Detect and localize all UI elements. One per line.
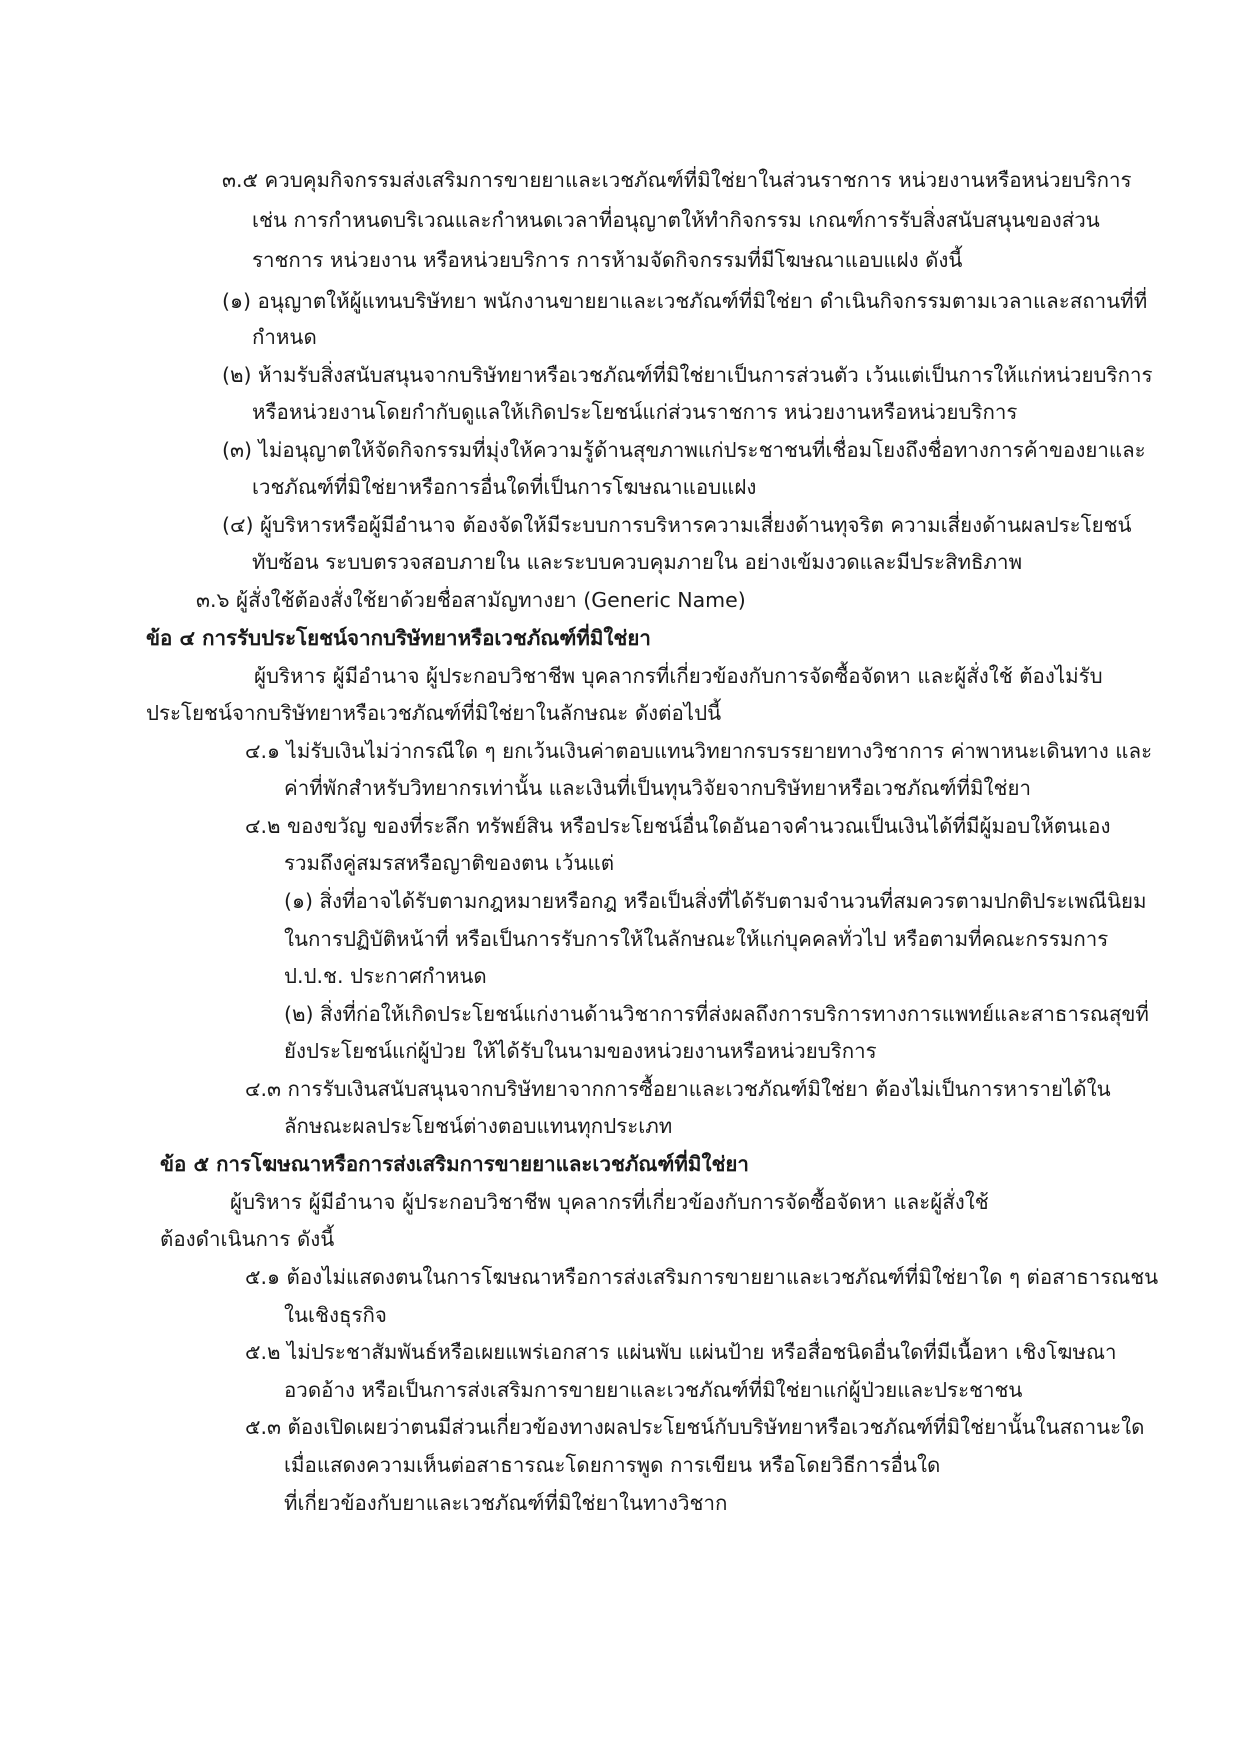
section-5-intro-line-2: ต้องดำเนินการ ดังนี้ bbox=[160, 1227, 335, 1251]
clause-5-3-line-3: ที่เกี่ยวข้องกับยาและเวชภัณฑ์ที่มิใช่ยาในทางวิชาก bbox=[284, 1491, 728, 1515]
item-3-5-1-line-1: (๑) อนุญาตให้ผู้แทนบริษัทยา พนักงานขายยาและเวชภัณฑ์ที่มิใช่ยา ดำเนินกิจกรรมตามเวลาและสถานที่ที่ bbox=[222, 289, 1148, 313]
clause-5-1-line-2: ในเชิงธุรกิจ bbox=[284, 1303, 387, 1327]
item-3-5-3-line-2: เวชภัณฑ์ที่มิใช่ยาหรือการอื่นใดที่เป็นการโฆษณาแอบแฝง bbox=[252, 475, 757, 499]
section-4-intro-line-1: ผู้บริหาร ผู้มีอำนาจ ผู้ประกอบวิชาชีพ บุคลากรที่เกี่ยวข้องกับการจัดซื้อจัดหา และผู้สั่งใช้ ต้องไม่รับ bbox=[254, 664, 1103, 688]
item-4-2-1-line-2: ในการปฏิบัติหน้าที่ หรือเป็นการรับการให้ในลักษณะให้แก่บุคคลทั่วไป หรือตามที่คณะกรรมการ bbox=[284, 927, 1109, 951]
section-5-heading: ข้อ ๕ การโฆษณาหรือการส่งเสริมการขายยาและเวชภัณฑ์ที่มิใช่ยา bbox=[160, 1152, 749, 1176]
clause-3-5-line-2: เช่น การกำหนดบริเวณและกำหนดเวลาที่อนุญาตให้ทำกิจกรรม เกณฑ์การรับสิ่งสนับสนุนของส่วน bbox=[252, 208, 1100, 232]
clause-3-5-line-1: ๓.๕ ควบคุมกิจกรรมส่งเสริมการขายยาและเวชภัณฑ์ที่มิใช่ยาในส่วนราชการ หน่วยงานหรือหน่วยบริการ bbox=[222, 168, 1132, 192]
clause-4-3-line-1: ๔.๓ การรับเงินสนับสนุนจากบริษัทยาจากการซื้อยาและเวชภัณฑ์มิใช่ยา ต้องไม่เป็นการหารายได้ใน bbox=[245, 1077, 1111, 1101]
clause-4-1-line-2: ค่าที่พักสำหรับวิทยากรเท่านั้น และเงินที่เป็นทุนวิจัยจากบริษัทยาหรือเวชภัณฑ์ที่มิใช่ยา bbox=[284, 776, 1031, 800]
item-3-5-1-line-2: กำหนด bbox=[252, 325, 317, 349]
clause-5-3-line-2: เมื่อแสดงความเห็นต่อสาธารณะโดยการพูด การเขียน หรือโดยวิธีการอื่นใด bbox=[284, 1453, 941, 1477]
clause-3-6: ๓.๖ ผู้สั่งใช้ต้องสั่งใช้ยาด้วยชื่อสามัญทางยา (Generic Name) bbox=[196, 588, 746, 612]
clause-5-3-line-1: ๕.๓ ต้องเปิดเผยว่าตนมีส่วนเกี่ยวข้องทางผลประโยชน์กับบริษัทยาหรือเวชภัณฑ์ที่มิใช่ยานั้นในสถานะใด bbox=[245, 1415, 1145, 1439]
item-4-2-2-line-1: (๒) สิ่งที่ก่อให้เกิดประโยชน์แก่งานด้านวิชาการที่ส่งผลถึงการบริการทางการแพทย์และสาธารณสุขที่ bbox=[284, 1002, 1149, 1026]
item-4-2-2-line-2: ยังประโยชน์แก่ผู้ป่วย ให้ได้รับในนามของหน่วยงานหรือหน่วยบริการ bbox=[284, 1039, 877, 1063]
clause-5-1-line-1: ๕.๑ ต้องไม่แสดงตนในการโฆษณาหรือการส่งเสริมการขายยาและเวชภัณฑ์ที่มิใช่ยาใด ๆ ต่อสาธารณชน bbox=[245, 1265, 1159, 1289]
clause-4-1-line-1: ๔.๑ ไม่รับเงินไม่ว่ากรณีใด ๆ ยกเว้นเงินค่าตอบแทนวิทยากรบรรยายทางวิชาการ ค่าพาหนะเดินทาง และ bbox=[245, 739, 1153, 763]
item-3-5-4-line-1: (๔) ผู้บริหารหรือผู้มีอำนาจ ต้องจัดให้มีระบบการบริหารความเสี่ยงด้านทุจริต ความเสี่ยงด้านผลประโยชน์ bbox=[222, 513, 1132, 537]
clause-5-2-line-2: อวดอ้าง หรือเป็นการส่งเสริมการขายยาและเวชภัณฑ์ที่มิใช่ยาแก่ผู้ป่วยและประชาชน bbox=[284, 1378, 1023, 1402]
clause-4-3-line-2: ลักษณะผลประโยชน์ต่างตอบแทนทุกประเภท bbox=[284, 1114, 673, 1138]
item-3-5-4-line-2: ทับซ้อน ระบบตรวจสอบภายใน และระบบควบคุมภายใน อย่างเข้มงวดและมีประสิทธิภาพ bbox=[252, 550, 1023, 574]
item-4-2-1-line-3: ป.ป.ช. ประกาศกำหนด bbox=[284, 964, 487, 988]
section-4-heading: ข้อ ๔ การรับประโยชน์จากบริษัทยาหรือเวชภัณฑ์ที่มิใช่ยา bbox=[146, 626, 651, 650]
section-4-intro-line-2: ประโยชน์จากบริษัทยาหรือเวชภัณฑ์ที่มิใช่ยาในลักษณะ ดังต่อไปนี้ bbox=[146, 701, 722, 725]
item-3-5-2-line-1: (๒) ห้ามรับสิ่งสนับสนุนจากบริษัทยาหรือเวชภัณฑ์ที่มิใช่ยาเป็นการส่วนตัว เว้นแต่เป็นการให้แก่หน่วยบริการ bbox=[222, 363, 1153, 387]
clause-4-2-line-2: รวมถึงคู่สมรสหรือญาติของตน เว้นแต่ bbox=[284, 851, 615, 875]
clause-3-5-line-3: ราชการ หน่วยงาน หรือหน่วยบริการ การห้ามจัดกิจกรรมที่มีโฆษณาแอบแฝง ดังนี้ bbox=[252, 248, 963, 272]
item-4-2-1-line-1: (๑) สิ่งที่อาจได้รับตามกฎหมายหรือกฎ หรือเป็นสิ่งที่ได้รับตามจำนวนที่สมควรตามปกติประเพณีนิยม bbox=[284, 889, 1147, 913]
item-3-5-3-line-1: (๓) ไม่อนุญาตให้จัดกิจกรรมที่มุ่งให้ความรู้ด้านสุขภาพแก่ประชาชนที่เชื่อมโยงถึงชื่อทางการค้าของยาและ bbox=[222, 438, 1146, 462]
clause-4-2-line-1: ๔.๒ ของขวัญ ของที่ระลึก ทรัพย์สิน หรือประโยชน์อื่นใดอันอาจคำนวณเป็นเงินได้ที่มีผู้มอบให้ตนเอง bbox=[245, 814, 1111, 838]
section-5-intro-line-1: ผู้บริหาร ผู้มีอำนาจ ผู้ประกอบวิชาชีพ บุคลากรที่เกี่ยวข้องกับการจัดซื้อจัดหา และผู้สั่งใช้ bbox=[230, 1190, 989, 1214]
clause-5-2-line-1: ๕.๒ ไม่ประชาสัมพันธ์หรือเผยแพร่เอกสาร แผ่นพับ แผ่นป้าย หรือสื่อชนิดอื่นใดที่มีเนื้อหา เชิงโฆษณา bbox=[245, 1340, 1117, 1364]
item-3-5-2-line-2: หรือหน่วยงานโดยกำกับดูแลให้เกิดประโยชน์แก่ส่วนราชการ หน่วยงานหรือหน่วยบริการ bbox=[252, 400, 1018, 424]
